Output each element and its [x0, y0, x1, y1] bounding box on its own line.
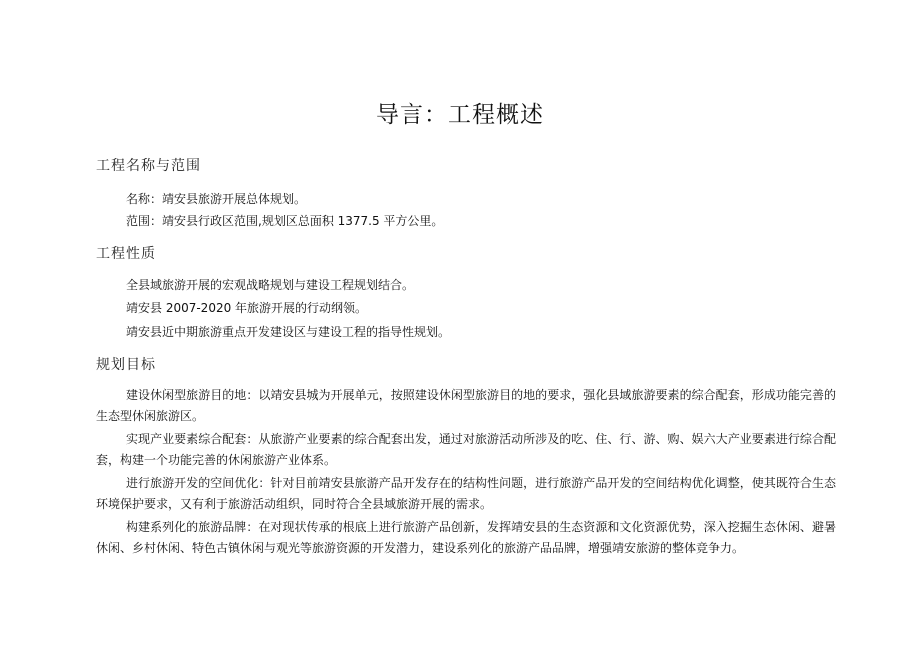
goal-paragraph-3: 进行旅游开发的空间优化：针对目前靖安县旅游产品开发存在的结构性问题，进行旅游产品开发的空间结构优化调整，使其既符合生态环境保护要求，又有利于旅游活动组织，同时符合全县域旅游开展的需求。 [96, 476, 836, 511]
scope-name-line: 名称：靖安县旅游开展总体规划。 [126, 192, 307, 206]
document-title: 导言：工程概述 [376, 102, 544, 128]
goal-paragraph-1: 建设休闲型旅游目的地：以靖安县城为开展单元，按照建设休闲型旅游目的地的要求，强化县域旅游要素的综合配套，形成功能完善的生态型休闲旅游区。 [96, 388, 836, 423]
scope-range-line: 范围：靖安县行政区范围,规划区总面积 1377.5 平方公里。 [126, 214, 444, 228]
goal-paragraph-2: 实现产业要素综合配套：从旅游产业要素的综合配套出发，通过对旅游活动所涉及的吃、住、行、游、购、娱六大产业要素进行综合配套，构建一个功能完善的休闲旅游产业体系。 [96, 432, 836, 467]
nature-line-3: 靖安县近中期旅游重点开发建设区与建设工程的指导性规划。 [126, 325, 451, 339]
section-heading-goals: 规划目标 [96, 357, 156, 373]
section-heading-scope: 工程名称与范围 [96, 158, 201, 174]
nature-line-2: 靖安县 2007-2020 年旅游开展的行动纲领。 [126, 301, 368, 315]
section-heading-nature: 工程性质 [96, 246, 156, 262]
nature-line-1: 全县域旅游开展的宏观战略规划与建设工程规划结合。 [126, 278, 415, 292]
goal-paragraph-4: 构建系列化的旅游品牌：在对现状传承的根底上进行旅游产品创新，发挥靖安县的生态资源和文化资源优势，深入挖掘生态休闲、避暑休闲、乡村休闲、特色古镇休闲与观光等旅游资源的开发潜力，建设系列化的旅游产品品牌，增强靖安旅游的整体竞争力。 [96, 520, 836, 555]
